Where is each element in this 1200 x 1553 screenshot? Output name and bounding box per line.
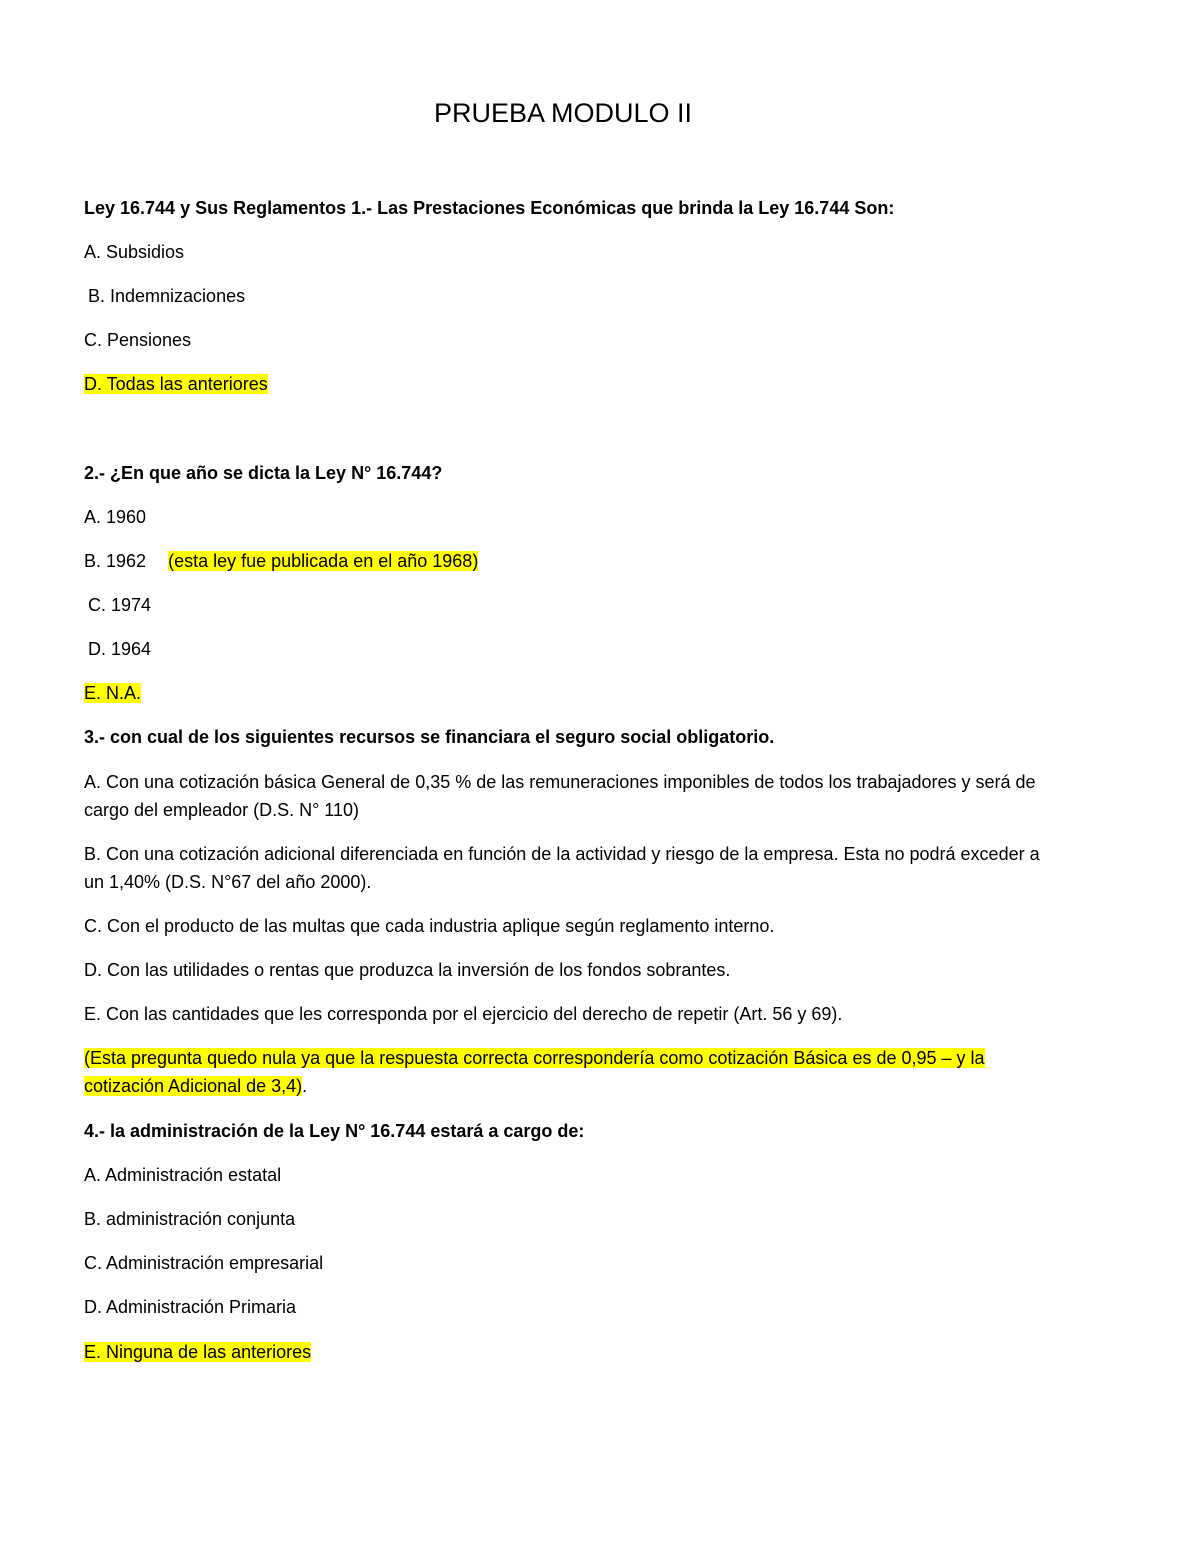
q1-option-b: B. Indemnizaciones (88, 286, 246, 306)
q1-option-d-wrap (84, 371, 268, 397)
q4-option-c: C. Administración empresarial (84, 1253, 324, 1273)
document-title: PRUEBA MODULO II (433, 98, 693, 128)
q3-option-b: B. Con una cotización adicional diferenciada en función de la actividad y riesgo de la empresa. Esta no podrá exceder a un 1,40% (D.S. N°67 del año 2000). (84, 844, 1040, 892)
q2-option-e-wrap (84, 680, 141, 706)
q4-option-d: D. Administración Primaria (84, 1297, 297, 1317)
q2-option-b: B. 1962 (84, 551, 147, 571)
q1-option-a: A. Subsidios (84, 242, 185, 262)
q4-option-a: A. Administración estatal (84, 1165, 282, 1185)
question-1: Ley 16.744 y Sus Reglamentos 1.- Las Prestaciones Económicas que brinda la Ley 16.744 Son: (84, 198, 895, 218)
q2-option-b-wrap (84, 548, 478, 574)
question-2: 2.- ¿En que año se dicta la Ley N° 16.744? (84, 463, 443, 483)
q3-note: (Esta pregunta quedo nula ya que la respuesta correcta correspondería como cotización Básica es de 0,95 – y la cotización Adicional de 3,4) (84, 1048, 985, 1096)
q2-option-d: D. 1964 (88, 639, 152, 659)
q3-option-d: D. Con las utilidades o rentas que produzca la inversión de los fondos sobrantes. (84, 960, 731, 980)
q2-option-c: C. 1974 (88, 595, 152, 615)
q3-option-c: C. Con el producto de las multas que cada industria aplique según reglamento interno. (84, 916, 775, 936)
q3-note-wrap (84, 1044, 1064, 1100)
q4-option-b: B. administración conjunta (84, 1209, 296, 1229)
q3-option-a: A. Con una cotización básica General de 0,35 % de las remuneraciones imponibles de todos los trabajadores y será de cargo del empleador (D.S. N° 110) (84, 772, 1036, 820)
question-3: 3.- con cual de los siguientes recursos se financiara el seguro social obligatorio. (84, 727, 775, 747)
q2-note: (esta ley fue publicada en el año 1968) (168, 551, 479, 571)
q2-option-e-answer: E. N.A. (84, 683, 142, 703)
q3-note-end: . (302, 1076, 308, 1096)
q4-option-e-answer: E. Ninguna de las anteriores (84, 1342, 312, 1362)
q1-option-c: C. Pensiones (84, 330, 192, 350)
question-4: 4.- la administración de la Ley N° 16.744 estará a cargo de: (84, 1121, 585, 1141)
q2-option-a: A. 1960 (84, 507, 147, 527)
q4-option-e-wrap (84, 1339, 311, 1365)
q1-option-d-answer: D. Todas las anteriores (84, 374, 268, 394)
q3-option-e: E. Con las cantidades que les corresponda por el ejercicio del derecho de repetir (Art. 56 y 69). (84, 1004, 843, 1024)
